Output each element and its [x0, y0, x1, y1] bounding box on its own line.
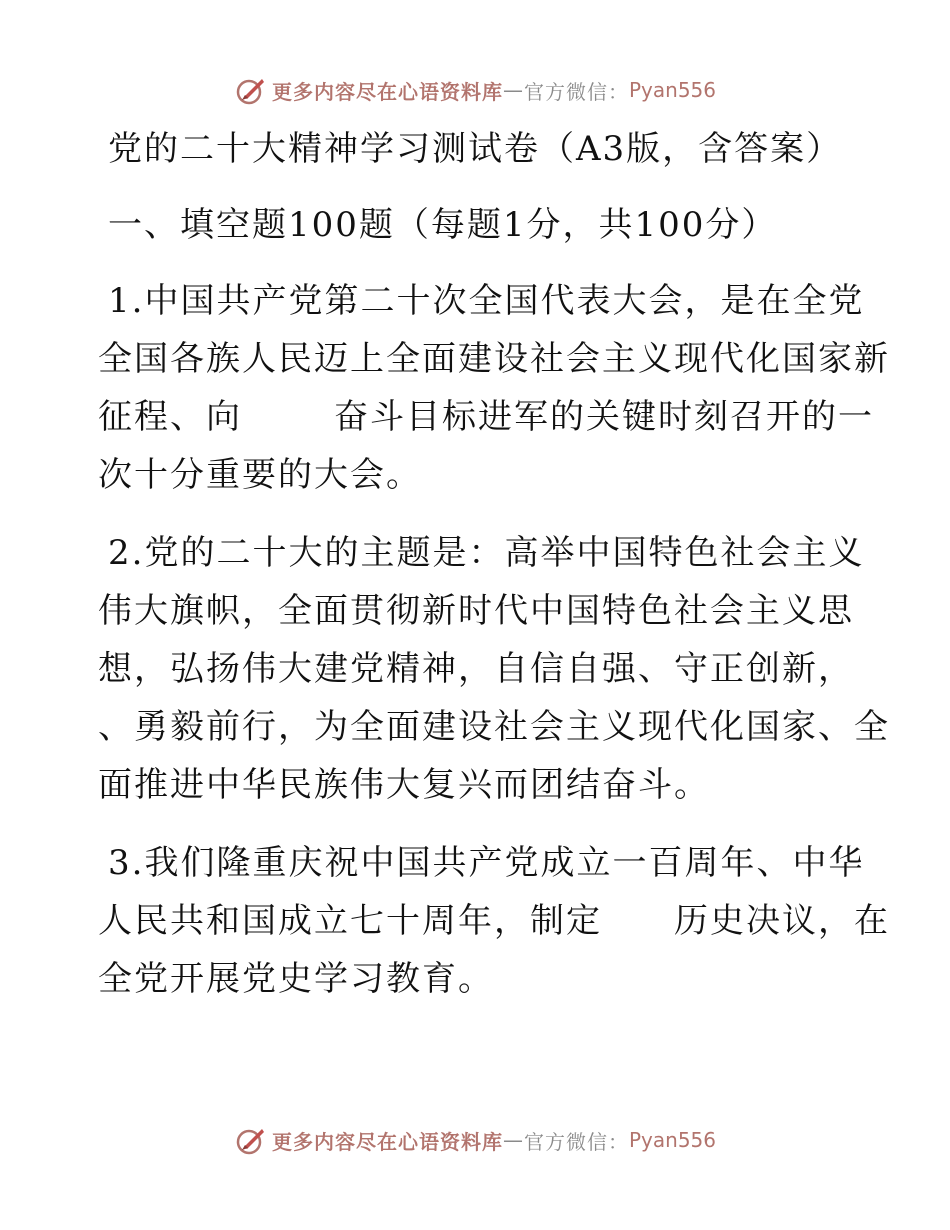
question-line: 次十分重要的大会。 — [98, 455, 422, 495]
document-title: 党的二十大精神学习测试卷（A3版，含答案） — [108, 129, 843, 169]
quill-logo-icon — [234, 73, 268, 107]
question-2 — [98, 524, 890, 814]
watermark-wechat-label: 官方微信： — [523, 1129, 629, 1154]
header-watermark — [0, 70, 950, 110]
question-3 — [98, 834, 890, 1008]
question-text: 人民共和国成立七十周年，制定 — [98, 901, 602, 941]
watermark-wechat-id: Pyan556 — [628, 78, 716, 102]
question-line: 全国各族人民迈上全面建设社会主义现代化国家新 — [98, 339, 890, 379]
watermark-library-text: 更多内容尽在心语资料库 — [271, 79, 503, 104]
question-line — [98, 388, 874, 446]
footer-watermark — [0, 1120, 950, 1160]
watermark-wechat-id: Pyan556 — [628, 1128, 716, 1152]
question-line: 2.党的二十大的主题是：高举中国特色社会主义 — [108, 533, 865, 573]
question-line: 3.我们隆重庆祝中国共产党成立一百周年、中华 — [108, 843, 865, 883]
watermark-dash: — — [502, 1128, 524, 1152]
question-line: 面推进中华民族伟大复兴而团结奋斗。 — [98, 765, 710, 805]
watermark-dash: — — [502, 78, 524, 102]
question-line: 、勇毅前行，为全面建设社会主义现代化国家、全 — [98, 707, 890, 747]
watermark-wechat-label: 官方微信： — [523, 79, 629, 104]
question-line: 1.中国共产党第二十次全国代表大会，是在全党 — [108, 281, 865, 321]
question-1 — [98, 272, 890, 504]
quill-logo-icon — [234, 1123, 268, 1157]
question-line: 全党开展党史学习教育。 — [98, 959, 494, 999]
question-line: 想，弘扬伟大建党精神，自信自强、守正创新， — [98, 649, 854, 689]
watermark-library-text: 更多内容尽在心语资料库 — [271, 1129, 503, 1154]
question-text: 历史决议，在 — [674, 901, 890, 941]
question-text: 奋斗目标进军的关键时刻召开的一 — [334, 397, 874, 437]
question-line — [98, 892, 890, 950]
question-text: 征程、向 — [98, 397, 242, 437]
section-heading: 一、填空题100题（每题1分，共100分） — [108, 205, 778, 245]
document-body — [98, 122, 890, 1008]
question-line: 伟大旗帜，全面贯彻新时代中国特色社会主义思 — [98, 591, 854, 631]
